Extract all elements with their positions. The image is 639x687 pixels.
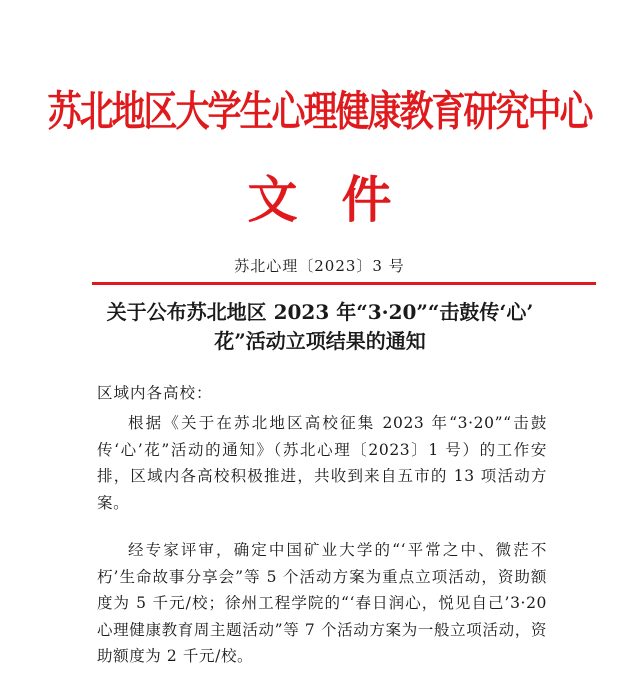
document-number: 苏北心理〔2023〕3 号 [234,257,405,275]
document-type-heading: 文件 [247,171,436,229]
body-paragraph-2: 经专家评审，确定中国矿业大学的“‘平常之中、微茫不朽’生命故事分享会”等 5 个活动方案为重点立项活动，资助额度为 5 千元/校；徐州工程学院的“‘春日润心，悦见自己’3·20 心理健康教育周主题活动”等 7 个活动方案为一般立项活动，资助额度为 2 千元/校。 [97,541,547,665]
body-paragraph-1: 根据《关于在苏北地区高校征集 2023 年“3·20”“击鼓传‘心’花”活动的通知》（苏北心理〔2023〕1 号）的工作安排，区域内各高校积极推进，共收到来自五市的 13 项活动方案。 [97,414,547,512]
notice-title-line-2: 花”活动立项结果的通知 [214,329,426,353]
notice-title [70,298,570,356]
issuing-organization: 苏北地区大学生心理健康教育研究中心 [47,87,592,137]
red-divider-line [92,282,596,285]
salutation: 区域内各高校： [97,384,213,402]
notice-title-line-1: 关于公布苏北地区 2023 年“3·20”“击鼓传‘心’ [106,300,534,324]
